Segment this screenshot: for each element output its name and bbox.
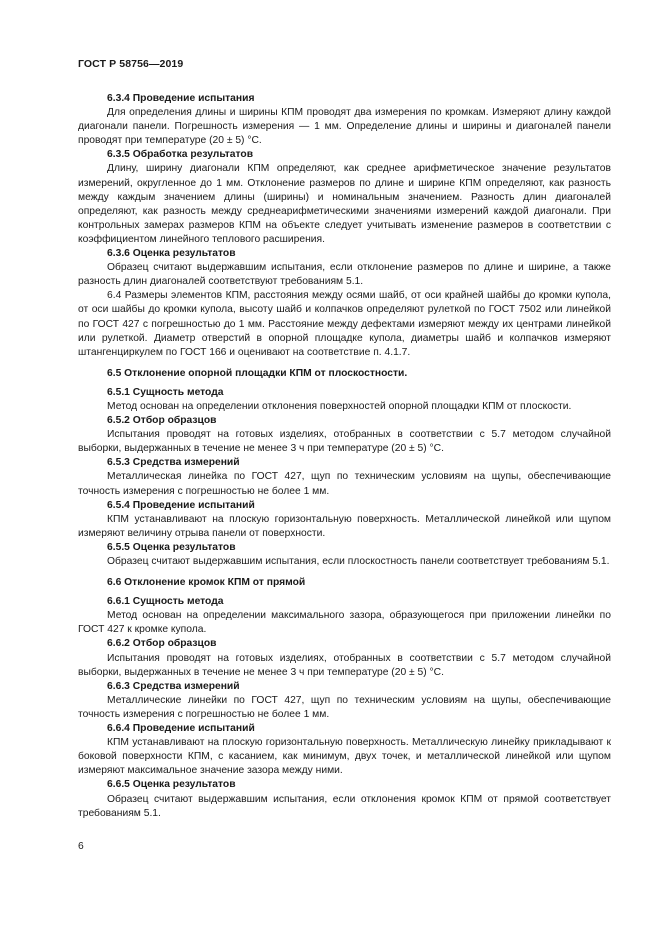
subsection-heading: 6.3.6 Оценка результатов [107, 248, 236, 260]
paragraph: 6.4 Размеры элементов КПМ, расстояния между осями шайб, от оси крайней шайбы до кромки купола, от оси шайбы до кромки купола, высоту шайб и колпачков определяют рулеткой по ГОСТ 7502 или линейкой по ГОСТ 427 с погрешностью до 1 мм. Расстояние между дефектами измеряют между их центрами линейкой или рулеткой. Диаметр отверстий в опорной площадке купола, диаметры шайб и колпачков измеряют штангенциркулем по ГОСТ 166 и оценивают на соответствие п. 4.1.7. [78, 290, 611, 358]
paragraph: Длину, ширину диагонали КПМ определяют, как среднее арифметическое значение результатов измерений, округленное до 1 мм. Отклонение размеров по длине и ширине КПМ определяют, как разность между каждым значением длины (ширины) и номинальным значением. Разность длин диагоналей определяют, как разность между среднеарифметическими значениями измерений каждой диагонали. При контрольных замерах размеров КПМ на объекте следует учитывать изменение размеров в соответствии с коэффициентом линейного теплового расширения. [78, 163, 611, 245]
paragraph: Испытания проводят на готовых изделиях, отобранных в соответствии с 5.7 методом случайной выборки, выдержанных в течение не менее 3 ч при температуре (20 ± 5) °С. [78, 652, 611, 678]
section-heading: 6.5 Отклонение опорной площадки КПМ от плоскостности. [107, 367, 408, 379]
paragraph: Метод основан на определении отклонения поверхностей опорной площадки КПМ от плоскости. [107, 400, 572, 412]
paragraph: Металлическая линейка по ГОСТ 427, щуп по техническим условиям на щупы, обеспечивающие точность измерения с погрешностью не более 1 мм. [78, 471, 611, 497]
document-header: ГОСТ Р 58756—2019 [78, 58, 184, 70]
paragraph: Образец считают выдержавшим испытания, если отклонения кромок КПМ от прямой соответствует требованиям 5.1. [78, 793, 611, 819]
subsection-heading: 6.5.3 Средства измерений [107, 457, 240, 469]
paragraph: Испытания проводят на готовых изделиях, отобранных в соответствии с 5.7 методом случайной выборки, выдержанных в течение не менее 3 ч при температуре (20 ± 5) °С. [78, 429, 611, 455]
paragraph: Металлические линейки по ГОСТ 427, щуп по техническим условиям на щупы, обеспечивающие точность измерения с погрешностью не более 1 мм. [78, 694, 611, 720]
subsection-heading: 6.5.5 Оценка результатов [107, 541, 236, 553]
section-heading: 6.6 Отклонение кромок КПМ от прямой [107, 577, 306, 589]
subsection-heading: 6.5.4 Проведение испытаний [107, 499, 255, 511]
subsection-heading: 6.6.4 Проведение испытаний [107, 723, 255, 735]
document-body [78, 92, 611, 821]
subsection-heading: 6.6.2 Отбор образцов [107, 638, 217, 650]
paragraph: Образец считают выдержавшим испытания, если плоскостность панели соответствует требованиям 5.1. [107, 556, 610, 567]
subsection-heading: 6.3.4 Проведение испытания [107, 93, 255, 104]
paragraph: КПМ устанавливают на плоскую горизонтальную поверхность. Металлической линейкой или щупом измеряют величину отрыва панели от поверхности. [78, 513, 611, 539]
paragraph: Образец считают выдержавшим испытания, если отклонение размеров по длине и ширине, а также разность длин диагоналей соответствуют требованиям 5.1. [78, 262, 611, 288]
subsection-heading: 6.5.2 Отбор образцов [107, 415, 217, 427]
paragraph: Метод основан на определении максимального зазора, образующегося при приложении линейки по ГОСТ 427 к кромке купола. [78, 610, 611, 636]
subsection-heading: 6.6.5 Оценка результатов [107, 779, 236, 791]
paragraph: Для определения длины и ширины КПМ проводят два измерения по кромкам. Измеряют длину каждой диагонали панели. Погрешность измерения — 1 мм. Определение длины и ширины и диагоналей панели проводят при температуре (20 ± 5) °С. [78, 107, 611, 147]
subsection-heading: 6.3.5 Обработка результатов [107, 149, 254, 161]
paragraph: КПМ устанавливают на плоскую горизонтальную поверхность. Металлическую линейку прикладывают к боковой поверхности КПМ, с касанием, как минимум, двух точек, и металлической линейкой или щупом измеряют максимальное значение зазора между ними. [78, 737, 611, 777]
subsection-heading: 6.6.3 Средства измерений [107, 680, 240, 692]
page-number: 6 [78, 841, 84, 852]
subsection-heading: 6.6.1 Сущность метода [107, 596, 224, 608]
subsection-heading: 6.5.1 Сущность метода [107, 386, 224, 398]
